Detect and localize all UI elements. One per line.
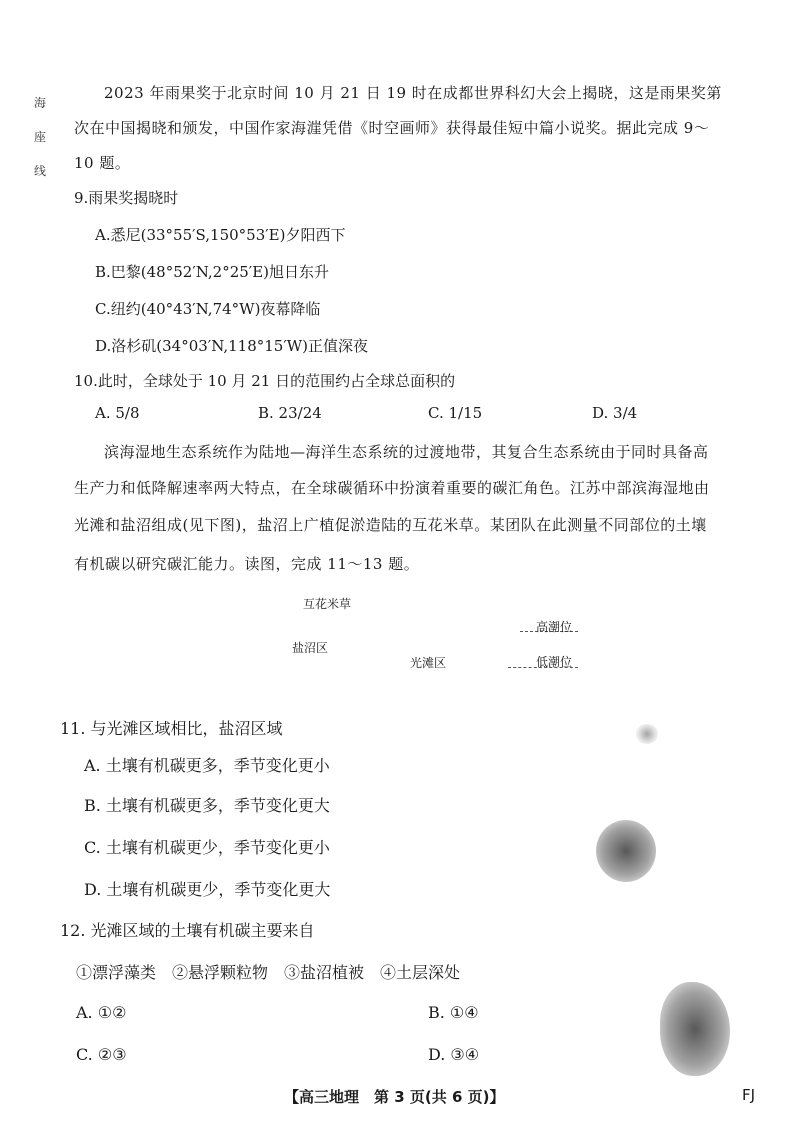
q12-option-a: A. ①② (76, 1003, 127, 1022)
margin-char-1: 海 (34, 96, 47, 110)
q9-option-d: D.洛杉矶(34°03′N,118°15′W)正值深夜 (95, 337, 369, 355)
diagram-label-spartina: 互花米草 (303, 597, 352, 611)
passage2-line4: 有机碳以研究碳汇能力。读图，完成 11～13 题。 (74, 555, 420, 573)
q11-option-a: A. 土壤有机碳更多，季节变化更小 (84, 756, 330, 775)
diagram-label-high-tide: 高潮位 (536, 620, 573, 634)
q11-stem: 11. 与光滩区域相比，盐沼区域 (60, 719, 283, 738)
q9-stem: 9.雨果奖揭晓时 (74, 189, 179, 207)
margin-char-2: 座 (34, 130, 47, 144)
passage1-line3: 10 题。 (74, 154, 131, 172)
q12-items: ①漂浮藻类 ②悬浮颗粒物 ③盐沼植被 ④土层深处 (76, 963, 461, 982)
margin-char-3: 线 (34, 164, 47, 178)
q9-option-c: C.纽约(40°43′N,74°W)夜幕降临 (95, 300, 321, 318)
passage1-line2: 次在中国揭晓和颁发，中国作家海漄凭借《时空画师》获得最佳短中篇小说奖。据此完成 9～ (74, 119, 710, 137)
q12-option-c: C. ②③ (76, 1045, 127, 1064)
diagram-label-low-tide: 低潮位 (536, 655, 573, 669)
passage2-line1: 滨海湿地生态系统作为陆地—海洋生态系统的过渡地带，其复合生态系统由于同时具备高 (104, 443, 709, 461)
q11-option-b: B. 土壤有机碳更多，季节变化更大 (84, 796, 330, 815)
q9-option-a: A.悉尼(33°55′S,150°53′E)夕阳西下 (95, 226, 346, 244)
scan-smudge (596, 820, 656, 882)
q10-option-d: D. 3/4 (592, 404, 638, 422)
page-footer: 【高三地理 第 3 页(共 6 页)】 (284, 1088, 505, 1106)
q10-stem: 10.此时，全球处于 10 月 21 日的范围约占全球总面积的 (74, 372, 456, 390)
q12-option-b: B. ①④ (428, 1003, 479, 1022)
q12-stem: 12. 光滩区域的土壤有机碳主要来自 (60, 921, 315, 940)
passage1-line1: 2023 年雨果奖于北京时间 10 月 21 日 19 时在成都世界科幻大会上揭晓，这是雨果奖第 (104, 84, 722, 102)
scan-smudge (636, 724, 658, 744)
q11-option-d: D. 土壤有机碳更少，季节变化更大 (84, 880, 331, 899)
q10-option-b: B. 23/24 (258, 404, 322, 422)
diagram-label-mudflat: 光滩区 (410, 656, 447, 670)
footer-code: FJ (742, 1086, 756, 1104)
passage2-line3: 光滩和盐沼组成(见下图)，盐沼上广植促淤造陆的互花米草。某团队在此测量不同部位的土壤 (74, 516, 707, 534)
q12-option-d: D. ③④ (428, 1045, 480, 1064)
q9-option-b: B.巴黎(48°52′N,2°25′E)旭日东升 (95, 263, 329, 281)
q11-option-c: C. 土壤有机碳更少，季节变化更小 (84, 838, 330, 857)
scan-smudge (660, 982, 730, 1076)
diagram-label-salt-marsh: 盐沼区 (292, 641, 329, 655)
q10-option-c: C. 1/15 (428, 404, 483, 422)
passage2-line2: 生产力和低降解速率两大特点，在全球碳循环中扮演着重要的碳汇角色。江苏中部滨海湿地由 (74, 479, 710, 497)
q10-option-a: A. 5/8 (95, 404, 140, 422)
